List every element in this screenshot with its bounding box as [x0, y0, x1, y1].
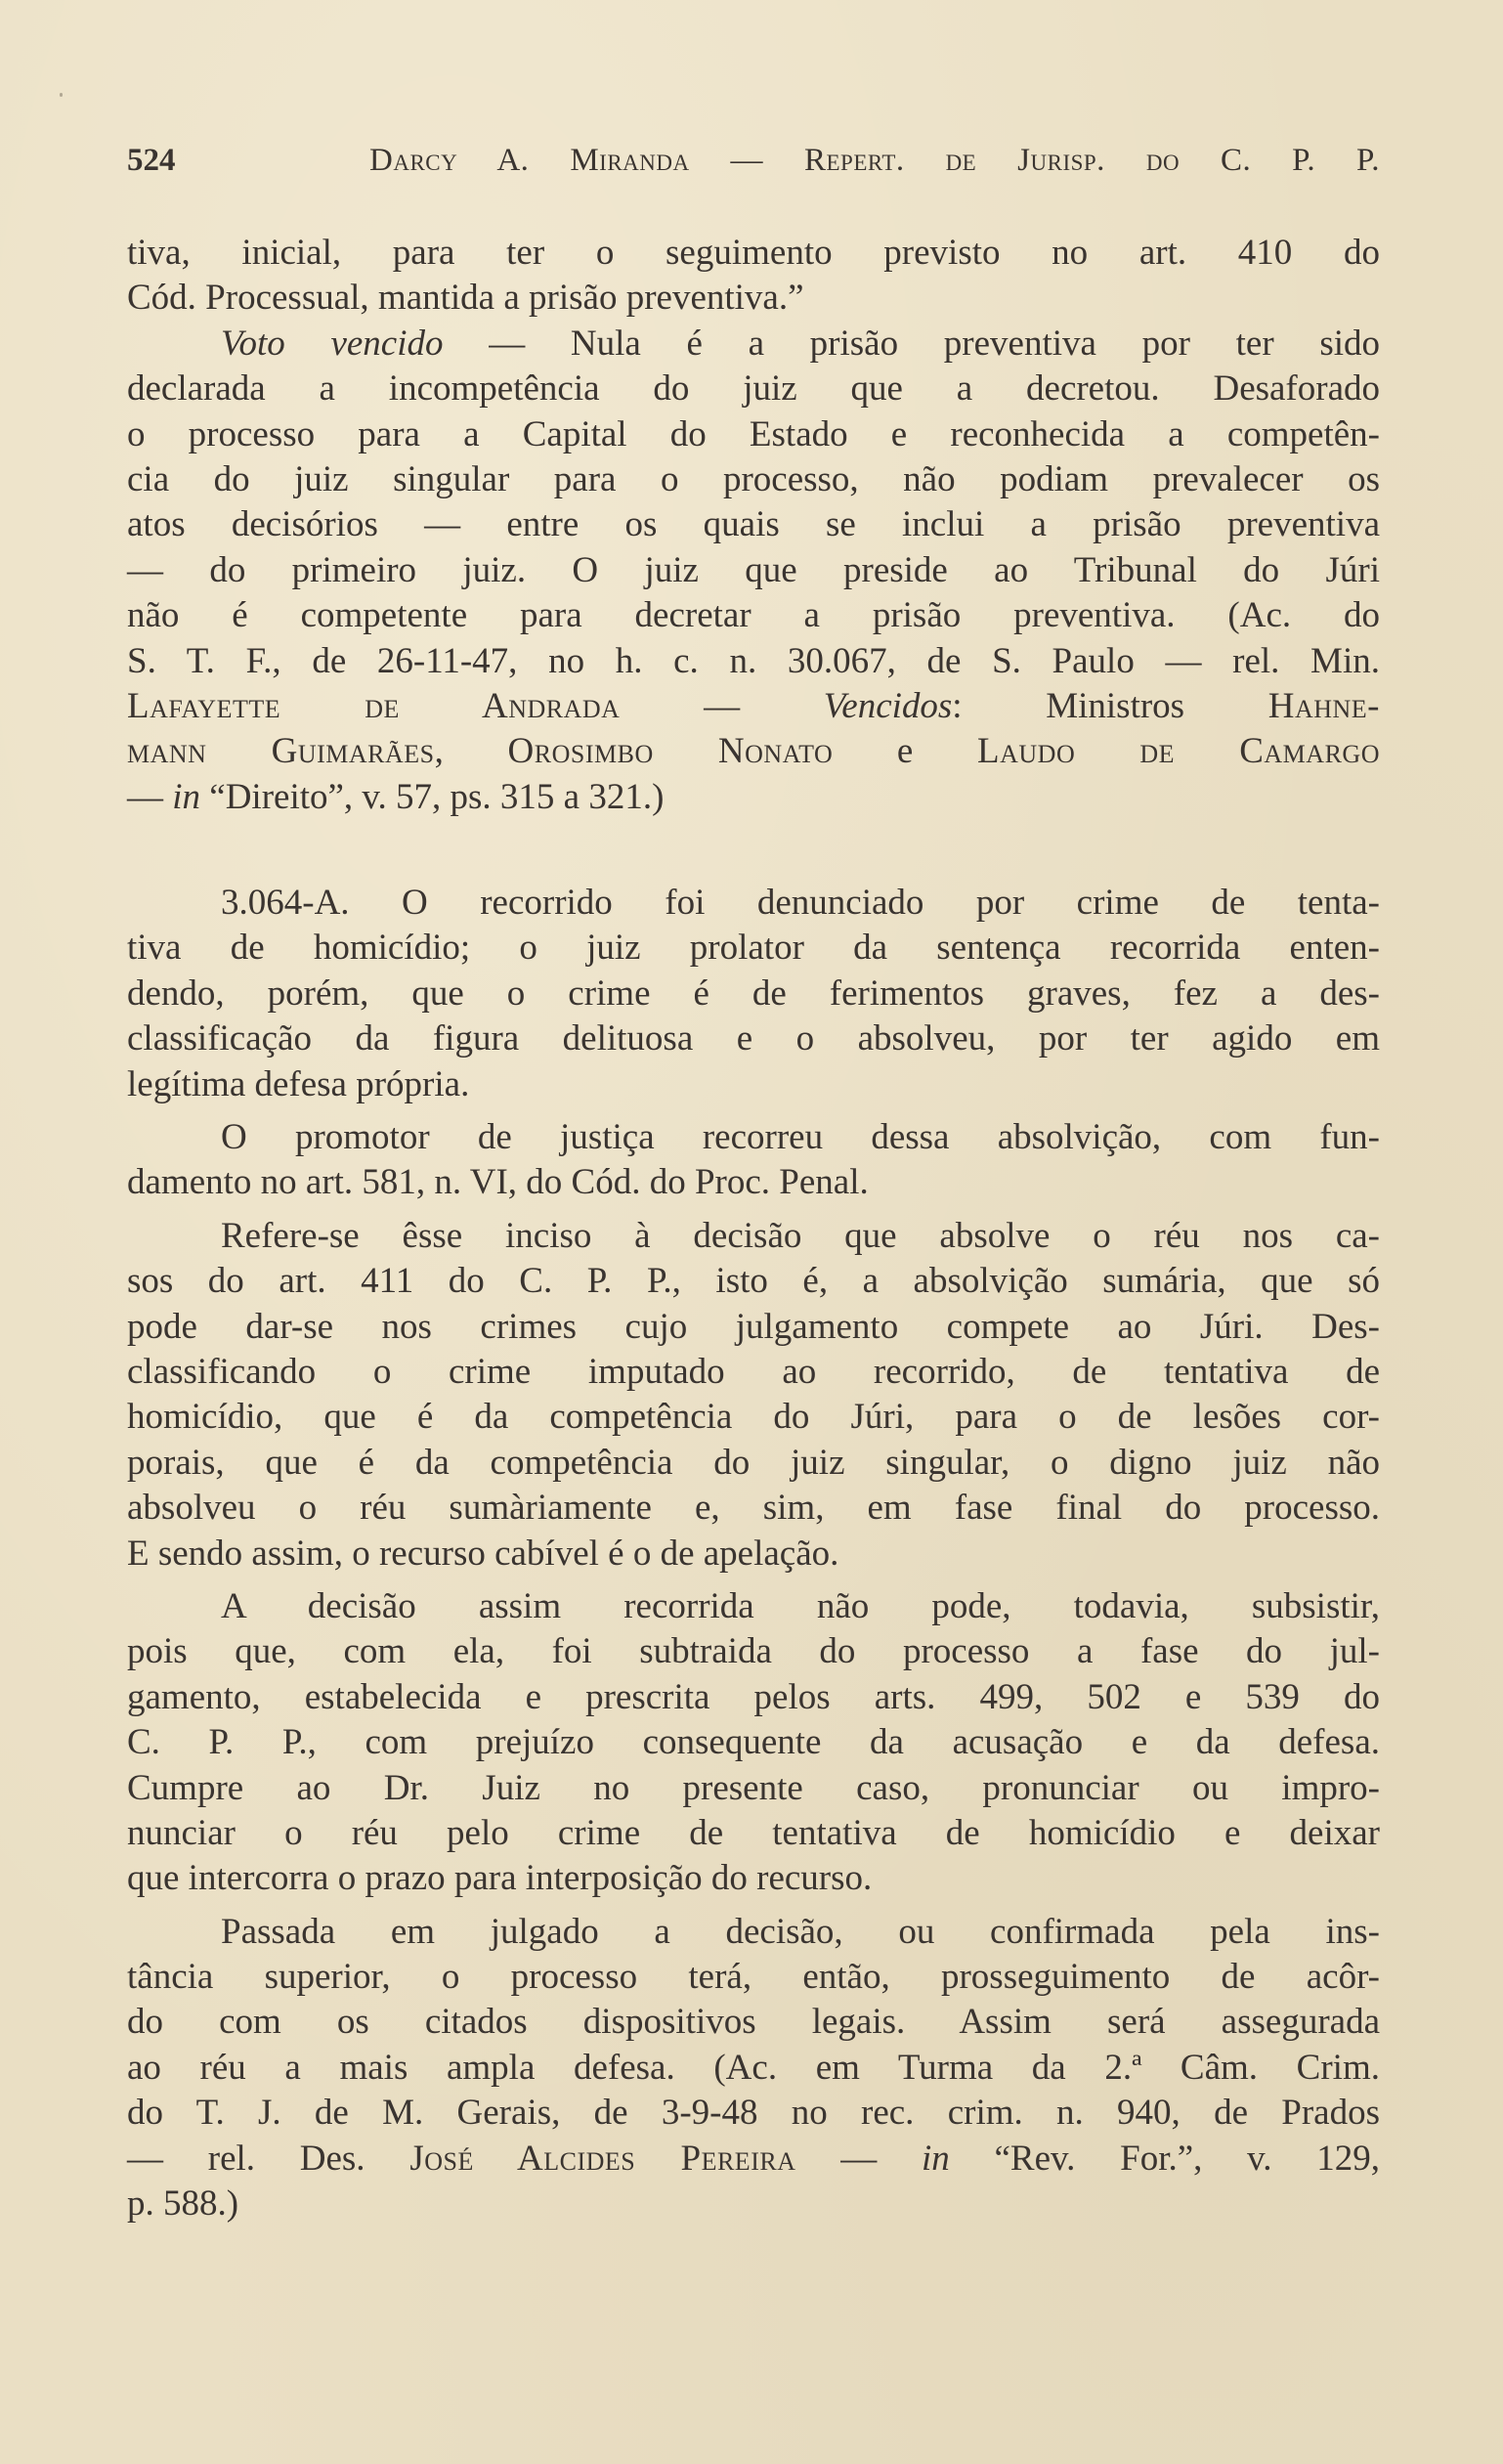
text-run: Cumpre ao Dr. Juiz no presente caso, pronunciar ou impro- — [127, 1767, 1380, 1808]
text-run: dendo, porém, que o crime é de ferimentos graves, fez a des- — [127, 973, 1380, 1014]
text-line — [127, 1955, 1380, 2000]
text-run: — — [689, 143, 804, 178]
text-line — [127, 322, 1380, 367]
small-caps-run: Hahne- — [1267, 685, 1380, 726]
paragraph-decisao — [127, 1584, 1380, 1902]
text-run: do T. J. de M. Gerais, de 3-9-48 no rec. crim. n. 940, de Prados — [127, 2093, 1380, 2134]
text-run: “Rev. For.”, v. 129, — [949, 2138, 1380, 2179]
text-line — [127, 502, 1380, 547]
text-line — [127, 593, 1380, 638]
text-line — [127, 684, 1380, 729]
text-run: ao réu a mais ampla defesa. (Ac. em Turma da 2.ª Câm. Crim. — [127, 2047, 1380, 2088]
text-run: e — [833, 731, 978, 772]
text-line — [127, 1720, 1380, 1765]
text-run: legítima defesa própria. — [127, 1063, 470, 1104]
small-caps-run: Repert. de Jurisp. do C. P. P. — [803, 143, 1381, 178]
text-run: que intercorra o prazo para interposição do recurso. — [127, 1858, 873, 1899]
text-line — [127, 1062, 1380, 1107]
text-run: pois que, com ela, foi subtraida do processo a fase do jul- — [127, 1631, 1380, 1672]
text-run: E sendo assim, o recurso cabível é o de apelação. — [127, 1533, 839, 1574]
small-caps-run: mann Guimarães — [127, 731, 435, 772]
text-run: pode dar-se nos crimes cujo julgamento compete ao Júri. Des- — [127, 1306, 1380, 1347]
text-line — [127, 1532, 1380, 1577]
text-run: — Nula é a prisão preventiva por ter sido — [443, 323, 1380, 364]
text-run: atos decisórios — entre os quais se inclui a prisão preventiva — [127, 504, 1380, 545]
text-run: “Direito”, v. 57, ps. 315 a 321.) — [200, 776, 665, 817]
text-line — [127, 1856, 1380, 1901]
text-line — [127, 1441, 1380, 1486]
text-line — [127, 972, 1380, 1016]
text-run: S. T. F., de 26-11-47, no h. c. n. 30.067, de S. Paulo — rel. Min. — [127, 640, 1380, 681]
text-run: — — [127, 776, 173, 817]
text-run: cia do juiz singular para o processo, não podiam prevalecer os — [127, 458, 1380, 499]
paragraph-continuation — [127, 231, 1380, 322]
text-run: declarada a incompetência do juiz que a decretou. Desaforado — [127, 368, 1380, 410]
italic-run: Vencidos — [823, 685, 953, 726]
text-line — [127, 1160, 1380, 1205]
text-line — [127, 548, 1380, 593]
text-run: , — [434, 731, 508, 772]
text-line — [127, 1395, 1380, 1440]
text-line — [127, 1766, 1380, 1811]
text-line — [127, 367, 1380, 411]
body-text — [127, 231, 1380, 2226]
text-run: Passada em julgado a decisão, ou confirmada pela ins- — [221, 1911, 1380, 1952]
text-run: tiva, inicial, para ter o seguimento previsto no art. 410 do — [127, 233, 1380, 273]
text-run: — — [620, 685, 824, 726]
text-run: Cód. Processual, mantida a prisão preventiva.” — [127, 278, 804, 319]
text-line — [127, 639, 1380, 684]
text-line — [127, 2046, 1380, 2091]
text-run: o processo para a Capital do Estado e reconhecida a competên- — [127, 413, 1380, 454]
text-run: — do primeiro juiz. O juiz que preside ao Tribunal do Júri — [127, 549, 1380, 590]
paper-speck — [60, 93, 63, 97]
italic-run: Voto vencido — [221, 323, 444, 364]
text-line — [127, 881, 1380, 926]
text-line — [127, 2182, 1380, 2226]
text-line — [127, 1910, 1380, 1955]
text-run: gamento, estabelecida e prescrita pelos arts. 499, 502 e 539 do — [127, 1676, 1380, 1717]
text-line — [127, 1486, 1380, 1531]
text-line — [127, 1811, 1380, 1856]
text-line — [127, 231, 1380, 276]
text-line — [127, 2091, 1380, 2136]
text-run: nunciar o réu pelo crime de tentativa de homicídio e deixar — [127, 1812, 1380, 1853]
text-run: 3.064-A. O recorrido foi denunciado por crime de tenta- — [221, 883, 1380, 924]
text-line — [127, 729, 1380, 774]
italic-run: in — [921, 2138, 950, 2179]
text-run: porais, que é da competência do juiz singular, o digno juiz não — [127, 1442, 1380, 1483]
text-line — [127, 1305, 1380, 1350]
text-line — [127, 2000, 1380, 2045]
text-run: classificando o crime imputado ao recorrido, de tentativa de — [127, 1351, 1380, 1392]
small-caps-run: Laudo de Camargo — [977, 731, 1380, 772]
small-caps-run: Darcy A. Miranda — [369, 143, 690, 178]
text-run: Refere-se êsse inciso à decisão que absolve o réu nos ca- — [221, 1215, 1380, 1256]
text-line — [127, 1584, 1380, 1629]
text-run: tância superior, o processo terá, então, prosseguimento de acôr- — [127, 1957, 1380, 1998]
paragraph-passada — [127, 1910, 1380, 2227]
text-run: — — [795, 2138, 922, 2179]
text-line — [127, 1115, 1380, 1160]
text-run: — rel. Des. — [127, 2138, 410, 2179]
text-run: damento no art. 581, n. VI, do Cód. do Proc. Penal. — [127, 1162, 869, 1203]
text-run: sos do art. 411 do C. P. P., isto é, a absolvição sumária, que só — [127, 1261, 1380, 1302]
text-line — [127, 1675, 1380, 1720]
page-number: 524 — [127, 143, 176, 178]
paragraph-refere-se — [127, 1214, 1380, 1577]
text-line — [127, 2137, 1380, 2182]
text-run: C. P. P., com prejuízo consequente da acusação e da defesa. — [127, 1722, 1380, 1763]
text-run: homicídio, que é da competência do Júri, para o de lesões cor- — [127, 1397, 1380, 1438]
text-line — [127, 1259, 1380, 1304]
text-run: do com os citados dispositivos legais. Assim será assegurada — [127, 2002, 1380, 2043]
small-caps-run: Orosimbo Nonato — [507, 731, 834, 772]
text-run: não é competente para decretar a prisão preventiva. (Ac. do — [127, 595, 1380, 636]
text-run: absolveu o réu sumàriamente e, sim, em fase final do processo. — [127, 1488, 1380, 1529]
text-line — [127, 1629, 1380, 1674]
text-run: p. 588.) — [127, 2183, 239, 2225]
italic-run: in — [172, 776, 201, 817]
paragraph-3064-A — [127, 881, 1380, 1107]
text-line — [127, 1350, 1380, 1395]
text-line — [127, 775, 1380, 820]
text-line — [127, 457, 1380, 502]
small-caps-run: Lafayette de Andrada — [127, 685, 621, 726]
text-line — [127, 926, 1380, 971]
running-head — [127, 139, 1380, 182]
paragraph-promotor — [127, 1115, 1380, 1206]
text-run: A decisão assim recorrida não pode, todavia, subsistir, — [221, 1585, 1380, 1626]
small-caps-run: José Alcides Pereira — [409, 2138, 796, 2179]
text-line — [127, 412, 1380, 457]
running-title — [369, 139, 1380, 182]
text-line — [127, 1016, 1380, 1061]
text-line — [127, 276, 1380, 321]
text-run: O promotor de justiça recorreu dessa absolvição, com fun- — [221, 1117, 1380, 1158]
text-line — [127, 1214, 1380, 1259]
paragraph-voto-vencido — [127, 322, 1380, 820]
text-run: tiva de homicídio; o juiz prolator da sentença recorrida enten- — [127, 928, 1380, 969]
text-run: classificação da figura delituosa e o absolveu, por ter agido em — [127, 1018, 1380, 1059]
text-run: : Ministros — [952, 685, 1268, 726]
